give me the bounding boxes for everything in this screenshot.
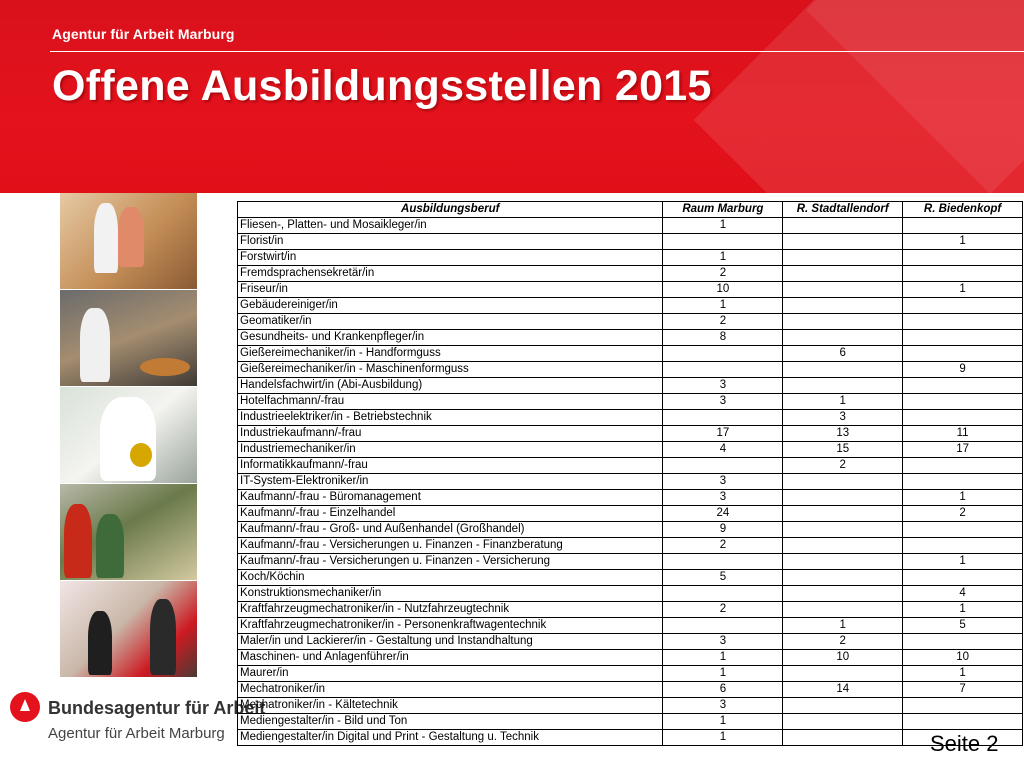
column-header: R. Biedenkopf (903, 202, 1023, 218)
count-cell (783, 602, 903, 618)
header-divider (50, 51, 1024, 52)
count-cell (783, 490, 903, 506)
count-cell (783, 586, 903, 602)
count-cell: 1 (903, 234, 1023, 250)
count-cell (663, 346, 783, 362)
count-cell: 1 (783, 394, 903, 410)
table-row (238, 522, 1023, 538)
count-cell: 2 (783, 634, 903, 650)
table-row (238, 218, 1023, 234)
count-cell: 4 (903, 586, 1023, 602)
count-cell: 6 (783, 346, 903, 362)
occupation-cell: Kaufmann/-frau - Einzelhandel (238, 506, 663, 522)
occupation-cell: Gebäudereiniger/in (238, 298, 663, 314)
occupation-cell: Forstwirt/in (238, 250, 663, 266)
occupation-cell: Fremdsprachensekretär/in (238, 266, 663, 282)
table-row (238, 394, 1023, 410)
count-cell: 10 (783, 650, 903, 666)
table-row (238, 682, 1023, 698)
count-cell: 9 (903, 362, 1023, 378)
count-cell: 3 (663, 634, 783, 650)
table-row (238, 282, 1023, 298)
count-cell (903, 458, 1023, 474)
table-row (238, 474, 1023, 490)
count-cell (903, 218, 1023, 234)
table-header-row (238, 202, 1023, 218)
count-cell: 3 (663, 698, 783, 714)
count-cell (663, 362, 783, 378)
count-cell (903, 410, 1023, 426)
table-row (238, 730, 1023, 746)
count-cell: 1 (663, 666, 783, 682)
count-cell (783, 554, 903, 570)
table-row (238, 714, 1023, 730)
table-row (238, 458, 1023, 474)
table-row (238, 570, 1023, 586)
count-cell: 6 (663, 682, 783, 698)
table-row (238, 634, 1023, 650)
occupation-cell: Fliesen-, Platten- und Mosaikleger/in (238, 218, 663, 234)
occupation-cell: Mechatroniker/in - Kältetechnik (238, 698, 663, 714)
count-cell: 1 (903, 282, 1023, 298)
occupation-cell: Mediengestalter/in Digital und Print - Gestaltung u. Technik (238, 730, 663, 746)
count-cell: 1 (663, 730, 783, 746)
occupation-cell: Maler/in und Lackierer/in - Gestaltung und Instandhaltung (238, 634, 663, 650)
count-cell: 2 (903, 506, 1023, 522)
count-cell (903, 346, 1023, 362)
column-header: Raum Marburg (663, 202, 783, 218)
count-cell: 1 (903, 490, 1023, 506)
count-cell: 2 (663, 266, 783, 282)
count-cell: 9 (663, 522, 783, 538)
occupation-cell: IT-System-Elektroniker/in (238, 474, 663, 490)
table-row (238, 410, 1023, 426)
training-positions-table (237, 201, 1023, 746)
occupation-cell: Kraftfahrzeugmechatroniker/in - Nutzfahrzeugtechnik (238, 602, 663, 618)
count-cell: 1 (903, 554, 1023, 570)
agency-logo (10, 692, 266, 748)
occupation-cell: Gießereimechaniker/in - Maschinenformguss (238, 362, 663, 378)
count-cell (783, 474, 903, 490)
logo-main-text: Bundesagentur für Arbeit (48, 698, 266, 718)
count-cell (903, 314, 1023, 330)
count-cell (783, 714, 903, 730)
agency-name: Agentur für Arbeit Marburg (52, 26, 235, 42)
occupation-cell: Florist/in (238, 234, 663, 250)
count-cell (783, 378, 903, 394)
count-cell (903, 634, 1023, 650)
count-cell: 2 (663, 314, 783, 330)
count-cell (783, 698, 903, 714)
count-cell (783, 522, 903, 538)
count-cell: 3 (663, 474, 783, 490)
table-row (238, 618, 1023, 634)
count-cell: 3 (663, 394, 783, 410)
count-cell (783, 234, 903, 250)
table-row (238, 442, 1023, 458)
count-cell: 10 (903, 650, 1023, 666)
occupation-cell: Geomatiker/in (238, 314, 663, 330)
lab-photo (60, 387, 197, 483)
table-row (238, 426, 1023, 442)
count-cell: 1 (663, 250, 783, 266)
table-row (238, 298, 1023, 314)
count-cell (903, 714, 1023, 730)
occupation-cell: Friseur/in (238, 282, 663, 298)
count-cell: 1 (663, 298, 783, 314)
count-cell (663, 410, 783, 426)
count-cell: 3 (663, 378, 783, 394)
table-row (238, 538, 1023, 554)
table-row (238, 346, 1023, 362)
table-row (238, 378, 1023, 394)
hotel-photo (60, 581, 197, 677)
photo-strip (60, 193, 197, 678)
count-cell (903, 698, 1023, 714)
count-cell: 8 (663, 330, 783, 346)
count-cell (783, 298, 903, 314)
count-cell: 3 (663, 490, 783, 506)
occupation-cell: Maurer/in (238, 666, 663, 682)
count-cell: 3 (783, 410, 903, 426)
table-row (238, 490, 1023, 506)
count-cell (903, 474, 1023, 490)
count-cell: 2 (783, 458, 903, 474)
occupation-cell: Kraftfahrzeugmechatroniker/in - Personenkraftwagentechnik (238, 618, 663, 634)
count-cell: 17 (663, 426, 783, 442)
count-cell (783, 250, 903, 266)
occupation-cell: Industriekaufmann/-frau (238, 426, 663, 442)
table-row (238, 362, 1023, 378)
occupation-cell: Gesundheits- und Krankenpfleger/in (238, 330, 663, 346)
occupation-cell: Mediengestalter/in - Bild und Ton (238, 714, 663, 730)
count-cell: 11 (903, 426, 1023, 442)
count-cell: 1 (663, 714, 783, 730)
occupation-cell: Mechatroniker/in (238, 682, 663, 698)
count-cell (903, 538, 1023, 554)
count-cell: 5 (663, 570, 783, 586)
occupation-cell: Informatikkaufmann/-frau (238, 458, 663, 474)
table-row (238, 250, 1023, 266)
count-cell (903, 298, 1023, 314)
table-row (238, 234, 1023, 250)
bakery-photo (60, 290, 197, 386)
count-cell: 1 (903, 666, 1023, 682)
occupation-cell: Industrieelektriker/in - Betriebstechnik (238, 410, 663, 426)
count-cell (783, 266, 903, 282)
count-cell (783, 330, 903, 346)
count-cell (783, 538, 903, 554)
count-cell: 17 (903, 442, 1023, 458)
occupation-cell: Kaufmann/-frau - Büromanagement (238, 490, 663, 506)
count-cell (663, 618, 783, 634)
header-banner (0, 0, 1024, 193)
count-cell: 1 (663, 650, 783, 666)
count-cell (663, 234, 783, 250)
page-title: Offene Ausbildungsstellen 2015 (52, 62, 712, 110)
count-cell: 4 (663, 442, 783, 458)
count-cell (783, 666, 903, 682)
count-cell (903, 330, 1023, 346)
table-row (238, 650, 1023, 666)
occupation-cell: Konstruktionsmechaniker/in (238, 586, 663, 602)
count-cell (903, 394, 1023, 410)
occupation-cell: Kaufmann/-frau - Versicherungen u. Finanzen - Finanzberatung (238, 538, 663, 554)
count-cell (663, 458, 783, 474)
count-cell: 2 (663, 538, 783, 554)
table-row (238, 330, 1023, 346)
logo-sub-text: Agentur für Arbeit Marburg (48, 725, 225, 742)
count-cell (903, 250, 1023, 266)
count-cell (903, 570, 1023, 586)
count-cell: 5 (903, 618, 1023, 634)
count-cell: 7 (903, 682, 1023, 698)
table-row (238, 602, 1023, 618)
count-cell (783, 218, 903, 234)
table-row (238, 506, 1023, 522)
count-cell (903, 266, 1023, 282)
column-header: Ausbildungsberuf (238, 202, 663, 218)
count-cell (783, 314, 903, 330)
occupation-cell: Maschinen- und Anlagenführer/in (238, 650, 663, 666)
count-cell (663, 586, 783, 602)
count-cell (783, 730, 903, 746)
count-cell: 1 (663, 218, 783, 234)
count-cell: 15 (783, 442, 903, 458)
occupation-cell: Hotelfachmann/-frau (238, 394, 663, 410)
occupation-cell: Industriemechaniker/in (238, 442, 663, 458)
count-cell (783, 570, 903, 586)
electrician-photo (60, 484, 197, 580)
column-header: R. Stadtallendorf (783, 202, 903, 218)
count-cell (903, 378, 1023, 394)
count-cell (783, 362, 903, 378)
occupation-cell: Koch/Köchin (238, 570, 663, 586)
occupation-cell: Kaufmann/-frau - Groß- und Außenhandel (Großhandel) (238, 522, 663, 538)
count-cell (783, 282, 903, 298)
count-cell: 1 (903, 602, 1023, 618)
table-row (238, 666, 1023, 682)
occupation-cell: Handelsfachwirt/in (Abi-Ausbildung) (238, 378, 663, 394)
page-number: Seite 2 (930, 731, 999, 756)
table-row (238, 554, 1023, 570)
table-row (238, 266, 1023, 282)
count-cell: 24 (663, 506, 783, 522)
count-cell (783, 506, 903, 522)
occupation-cell: Kaufmann/-frau - Versicherungen u. Finanzen - Versicherung (238, 554, 663, 570)
count-cell: 10 (663, 282, 783, 298)
table-row (238, 698, 1023, 714)
count-cell: 1 (783, 618, 903, 634)
ba-logo-icon (10, 692, 40, 722)
table-row (238, 314, 1023, 330)
count-cell: 14 (783, 682, 903, 698)
count-cell (663, 554, 783, 570)
count-cell: 2 (663, 602, 783, 618)
occupation-cell: Gießereimechaniker/in - Handformguss (238, 346, 663, 362)
count-cell (903, 522, 1023, 538)
count-cell: 13 (783, 426, 903, 442)
table-row (238, 586, 1023, 602)
care-photo (60, 193, 197, 289)
